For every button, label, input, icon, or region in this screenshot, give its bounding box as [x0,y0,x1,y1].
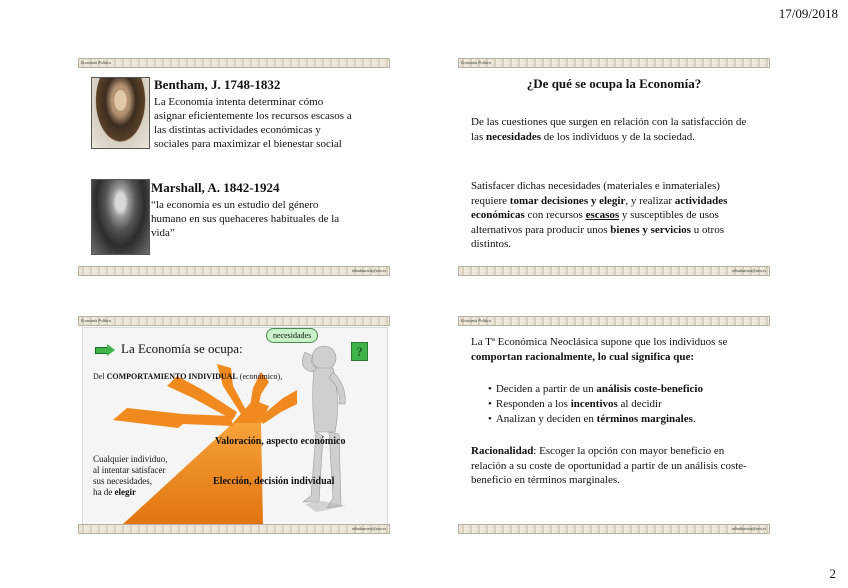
slide-economists [78,58,390,276]
list-item: • Deciden a partir de un análisis coste-beneficio [488,382,760,397]
slide-title: ¿De qué se ocupa la Economía? [526,76,702,91]
needs-bubble: necesidades [266,328,318,343]
arrow-left-1 [113,408,233,428]
bentham-portrait [91,77,150,149]
header-label: Economía Política [81,60,111,65]
slide-footer-bar [78,266,390,276]
illustration-frame [82,327,388,525]
slide-economics-handles [78,316,390,534]
slide-neoclassical [458,316,770,534]
slide-what-economics [458,58,770,276]
header-label: Economía Política [461,60,491,65]
slide-header-bar [78,58,390,68]
neoclassical-intro: La Tª Económica Neoclásica supone que los individuos se comportan racionalmente, lo cual significa que: [471,336,728,363]
bentham-text: La Economía intenta determinar cómo asignar eficientemente los recursos escasos a las distintas actividades económicas y sociales para maximizar el bienestar social [154,96,352,150]
footer-label: mlindaaraos@uva.es [731,526,766,531]
comportamiento-label: Del COMPORTAMIENTO INDIVIDUAL (económico), [93,372,283,381]
paragraph-needs: De las cuestiones que surgen en relación con la satisfacción de las necesidades de los individuos y de la sociedad. [471,116,747,143]
header-label: Economía Política [461,318,491,323]
footer-label: mlindaaraos@uva.es [731,268,766,273]
list-item: • Analizan y deciden en términos marginales. [488,412,760,427]
slide-header-bar [78,316,390,326]
rationality-bullets [488,382,760,427]
valoracion-label: Valoración, aspecto económico [215,436,346,447]
marshall-portrait [91,179,150,255]
eleccion-label: Elección, decisión individual [213,476,335,487]
marshall-title: Marshall, A. 1842-1924 [151,180,280,195]
slide-header-bar [458,58,770,68]
footer-label: mlindaaraos@uva.es [351,526,386,531]
slide-header-bar [458,316,770,326]
slide-footer-bar [78,524,390,534]
header-label: Economía Política [81,318,111,323]
slide-footer-bar [458,266,770,276]
list-item: • Responden a los incentivos al decidir [488,397,760,412]
question-icon: ? [351,342,368,361]
page-date: 17/09/2018 [778,6,838,21]
footer-label: mlindaaraos@uva.es [351,268,386,273]
bentham-title: Bentham, J. 1748-1832 [154,77,281,92]
slide3-heading: La Economía se ocupa: [121,341,243,356]
green-arrow-icon [95,344,115,354]
cualquier-individuo-text: Cualquier individuo, al intentar satisfacer sus necesidades, ha de elegir [93,454,168,497]
paragraph-decisions: Satisfacer dichas necesidades (materiales e inmateriales) requiere tomar decisiones y elegir, y realizar actividades económicas con recursos escasos y susceptibles de usos alternativos para producir unos bienes y servicios u otros distintos. [471,180,728,250]
marshall-text: “la economía es un estudio del género humano en sus quehaceres habituales de la vida” [151,199,340,239]
slide-footer-bar [458,524,770,534]
page-number: 2 [829,566,836,581]
rationality-definition: Racionalidad: Escoger la opción con mayor beneficio en relación a su coste de oportunidad a partir de un análisis coste-beneficio en términos marginales. [471,445,747,486]
